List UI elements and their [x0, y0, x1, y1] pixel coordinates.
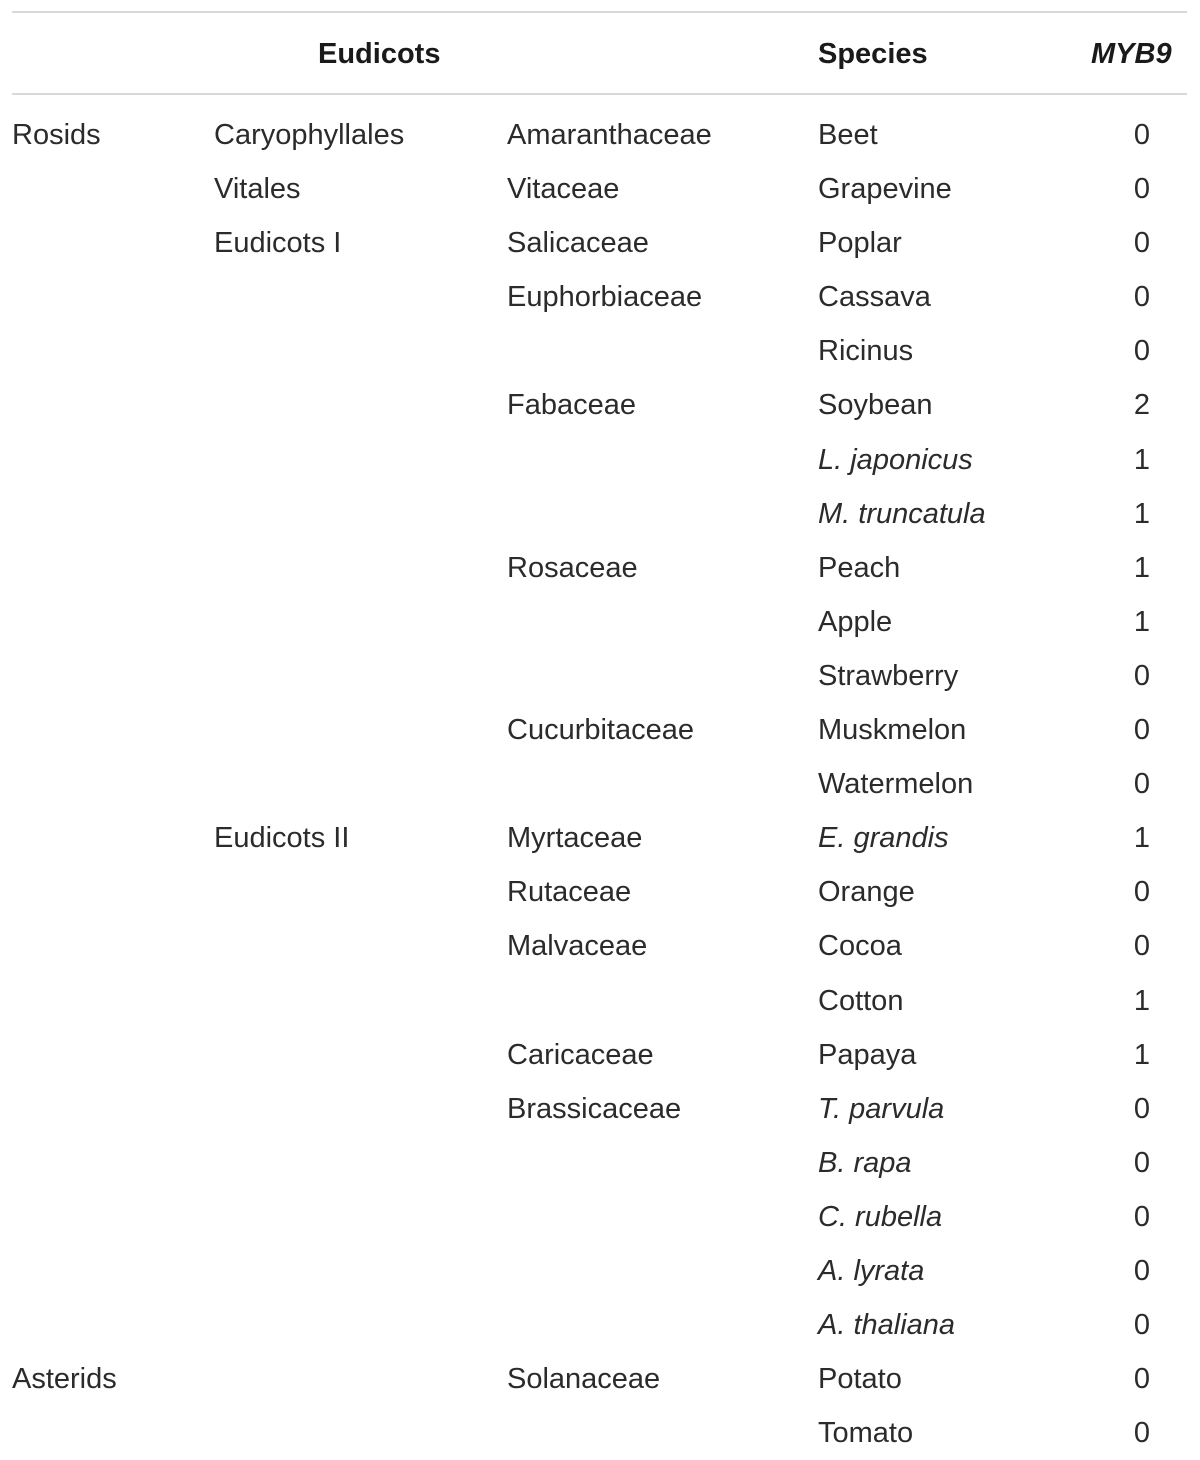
species-cell: A. lyrata	[818, 1254, 925, 1287]
myb9-count-cell: 0	[1133, 876, 1150, 909]
table-row	[0, 811, 1200, 865]
species-cell: Orange	[818, 876, 915, 909]
species-cell: Beet	[818, 119, 878, 151]
myb9-count-cell: 1	[1133, 822, 1150, 855]
table-header	[0, 34, 1200, 74]
species-cell: C. rubella	[818, 1200, 943, 1233]
table-row	[0, 1136, 1200, 1190]
myb9-count-cell: 0	[1133, 1363, 1150, 1396]
species-cell: M. truncatula	[818, 497, 986, 530]
family-cell: Vitaceae	[507, 173, 620, 206]
species-cell: Grapevine	[818, 173, 952, 206]
myb9-count-cell: 0	[1133, 659, 1150, 692]
myb9-count-cell: 0	[1133, 227, 1150, 260]
table-row	[0, 1298, 1200, 1352]
family-cell: Salicaceae	[507, 227, 649, 260]
table-row	[0, 433, 1200, 487]
species-cell: Papaya	[818, 1038, 917, 1071]
table-row	[0, 324, 1200, 378]
table-row	[0, 1352, 1200, 1406]
table-top-rule	[12, 11, 1187, 13]
order-cell: Vitales	[214, 173, 301, 206]
species-cell: A. thaliana	[818, 1309, 956, 1342]
family-cell: Rosaceae	[507, 551, 638, 584]
order-cell: Eudicots II	[214, 822, 350, 855]
species-cell: Muskmelon	[818, 714, 967, 747]
table-row	[0, 649, 1200, 703]
species-cell: Potato	[818, 1363, 902, 1396]
species-cell: Soybean	[818, 389, 933, 422]
species-cell: B. rapa	[818, 1146, 912, 1179]
family-cell: Rutaceae	[507, 876, 632, 909]
species-cell: Poplar	[818, 227, 902, 260]
species-cell: L. japonicus	[818, 443, 973, 476]
table-row	[0, 974, 1200, 1028]
table-row	[0, 757, 1200, 811]
myb9-count-cell: 1	[1133, 984, 1150, 1017]
table-row	[0, 541, 1200, 595]
table-row	[0, 1190, 1200, 1244]
myb9-count-cell: 1	[1133, 605, 1150, 638]
myb9-count-cell: 1	[1133, 1038, 1150, 1071]
species-cell: Ricinus	[818, 335, 914, 368]
species-cell: Tomato	[818, 1417, 914, 1450]
myb9-count-cell: 1	[1133, 497, 1150, 530]
table-row	[0, 1082, 1200, 1136]
table-row	[0, 865, 1200, 919]
table-row	[0, 108, 1200, 162]
myb9-count-cell: 1	[1133, 443, 1150, 476]
species-cell: Cotton	[818, 984, 904, 1017]
myb9-count-cell: 0	[1133, 768, 1150, 801]
header-myb9: MYB9	[1091, 38, 1172, 70]
table-body	[0, 108, 1200, 1460]
myb9-count-cell: 0	[1133, 335, 1150, 368]
header-species: Species	[818, 38, 928, 70]
species-cell: Cocoa	[818, 930, 902, 963]
table-row	[0, 1244, 1200, 1298]
myb9-count-cell: 1	[1133, 551, 1150, 584]
table-row	[0, 270, 1200, 324]
order-cell: Eudicots I	[214, 227, 342, 260]
table-row	[0, 595, 1200, 649]
family-cell: Amaranthaceae	[507, 119, 712, 151]
myb9-count-cell: 0	[1133, 119, 1150, 151]
myb9-count-cell: 0	[1133, 281, 1150, 314]
species-cell: Strawberry	[818, 659, 959, 692]
species-cell: Apple	[818, 605, 893, 638]
header-eudicots: Eudicots	[318, 38, 441, 70]
myb9-count-cell: 0	[1133, 1146, 1150, 1179]
myb9-count-cell: 0	[1133, 930, 1150, 963]
myb9-count-cell: 0	[1133, 1309, 1150, 1342]
table-row	[0, 919, 1200, 973]
order-cell: Caryophyllales	[214, 119, 405, 151]
table-header-rule	[12, 93, 1187, 95]
myb9-count-cell: 2	[1133, 389, 1150, 422]
table-row	[0, 378, 1200, 432]
family-cell: Euphorbiaceae	[507, 281, 703, 314]
myb9-count-cell: 0	[1133, 1417, 1150, 1450]
table-row	[0, 1406, 1200, 1460]
table-row	[0, 216, 1200, 270]
family-cell: Cucurbitaceae	[507, 714, 694, 747]
species-cell: Peach	[818, 551, 901, 584]
myb9-count-cell: 0	[1133, 1092, 1150, 1125]
family-cell: Brassicaceae	[507, 1092, 682, 1125]
myb9-count-cell: 0	[1133, 714, 1150, 747]
species-cell: T. parvula	[818, 1092, 945, 1125]
family-cell: Fabaceae	[507, 389, 636, 422]
family-cell: Malvaceae	[507, 930, 648, 963]
family-cell: Caricaceae	[507, 1038, 654, 1071]
table-row	[0, 1028, 1200, 1082]
clade-cell: Asterids	[12, 1363, 117, 1396]
species-cell: Watermelon	[818, 768, 974, 801]
family-cell: Solanaceae	[507, 1363, 661, 1396]
table-row	[0, 703, 1200, 757]
myb9-count-cell: 0	[1133, 1254, 1150, 1287]
species-cell: E. grandis	[818, 822, 949, 855]
table-row	[0, 487, 1200, 541]
myb9-count-cell: 0	[1133, 173, 1150, 206]
myb9-count-cell: 0	[1133, 1200, 1150, 1233]
clade-cell: Rosids	[12, 119, 101, 151]
species-cell: Cassava	[818, 281, 931, 314]
table-row	[0, 162, 1200, 216]
family-cell: Myrtaceae	[507, 822, 643, 855]
